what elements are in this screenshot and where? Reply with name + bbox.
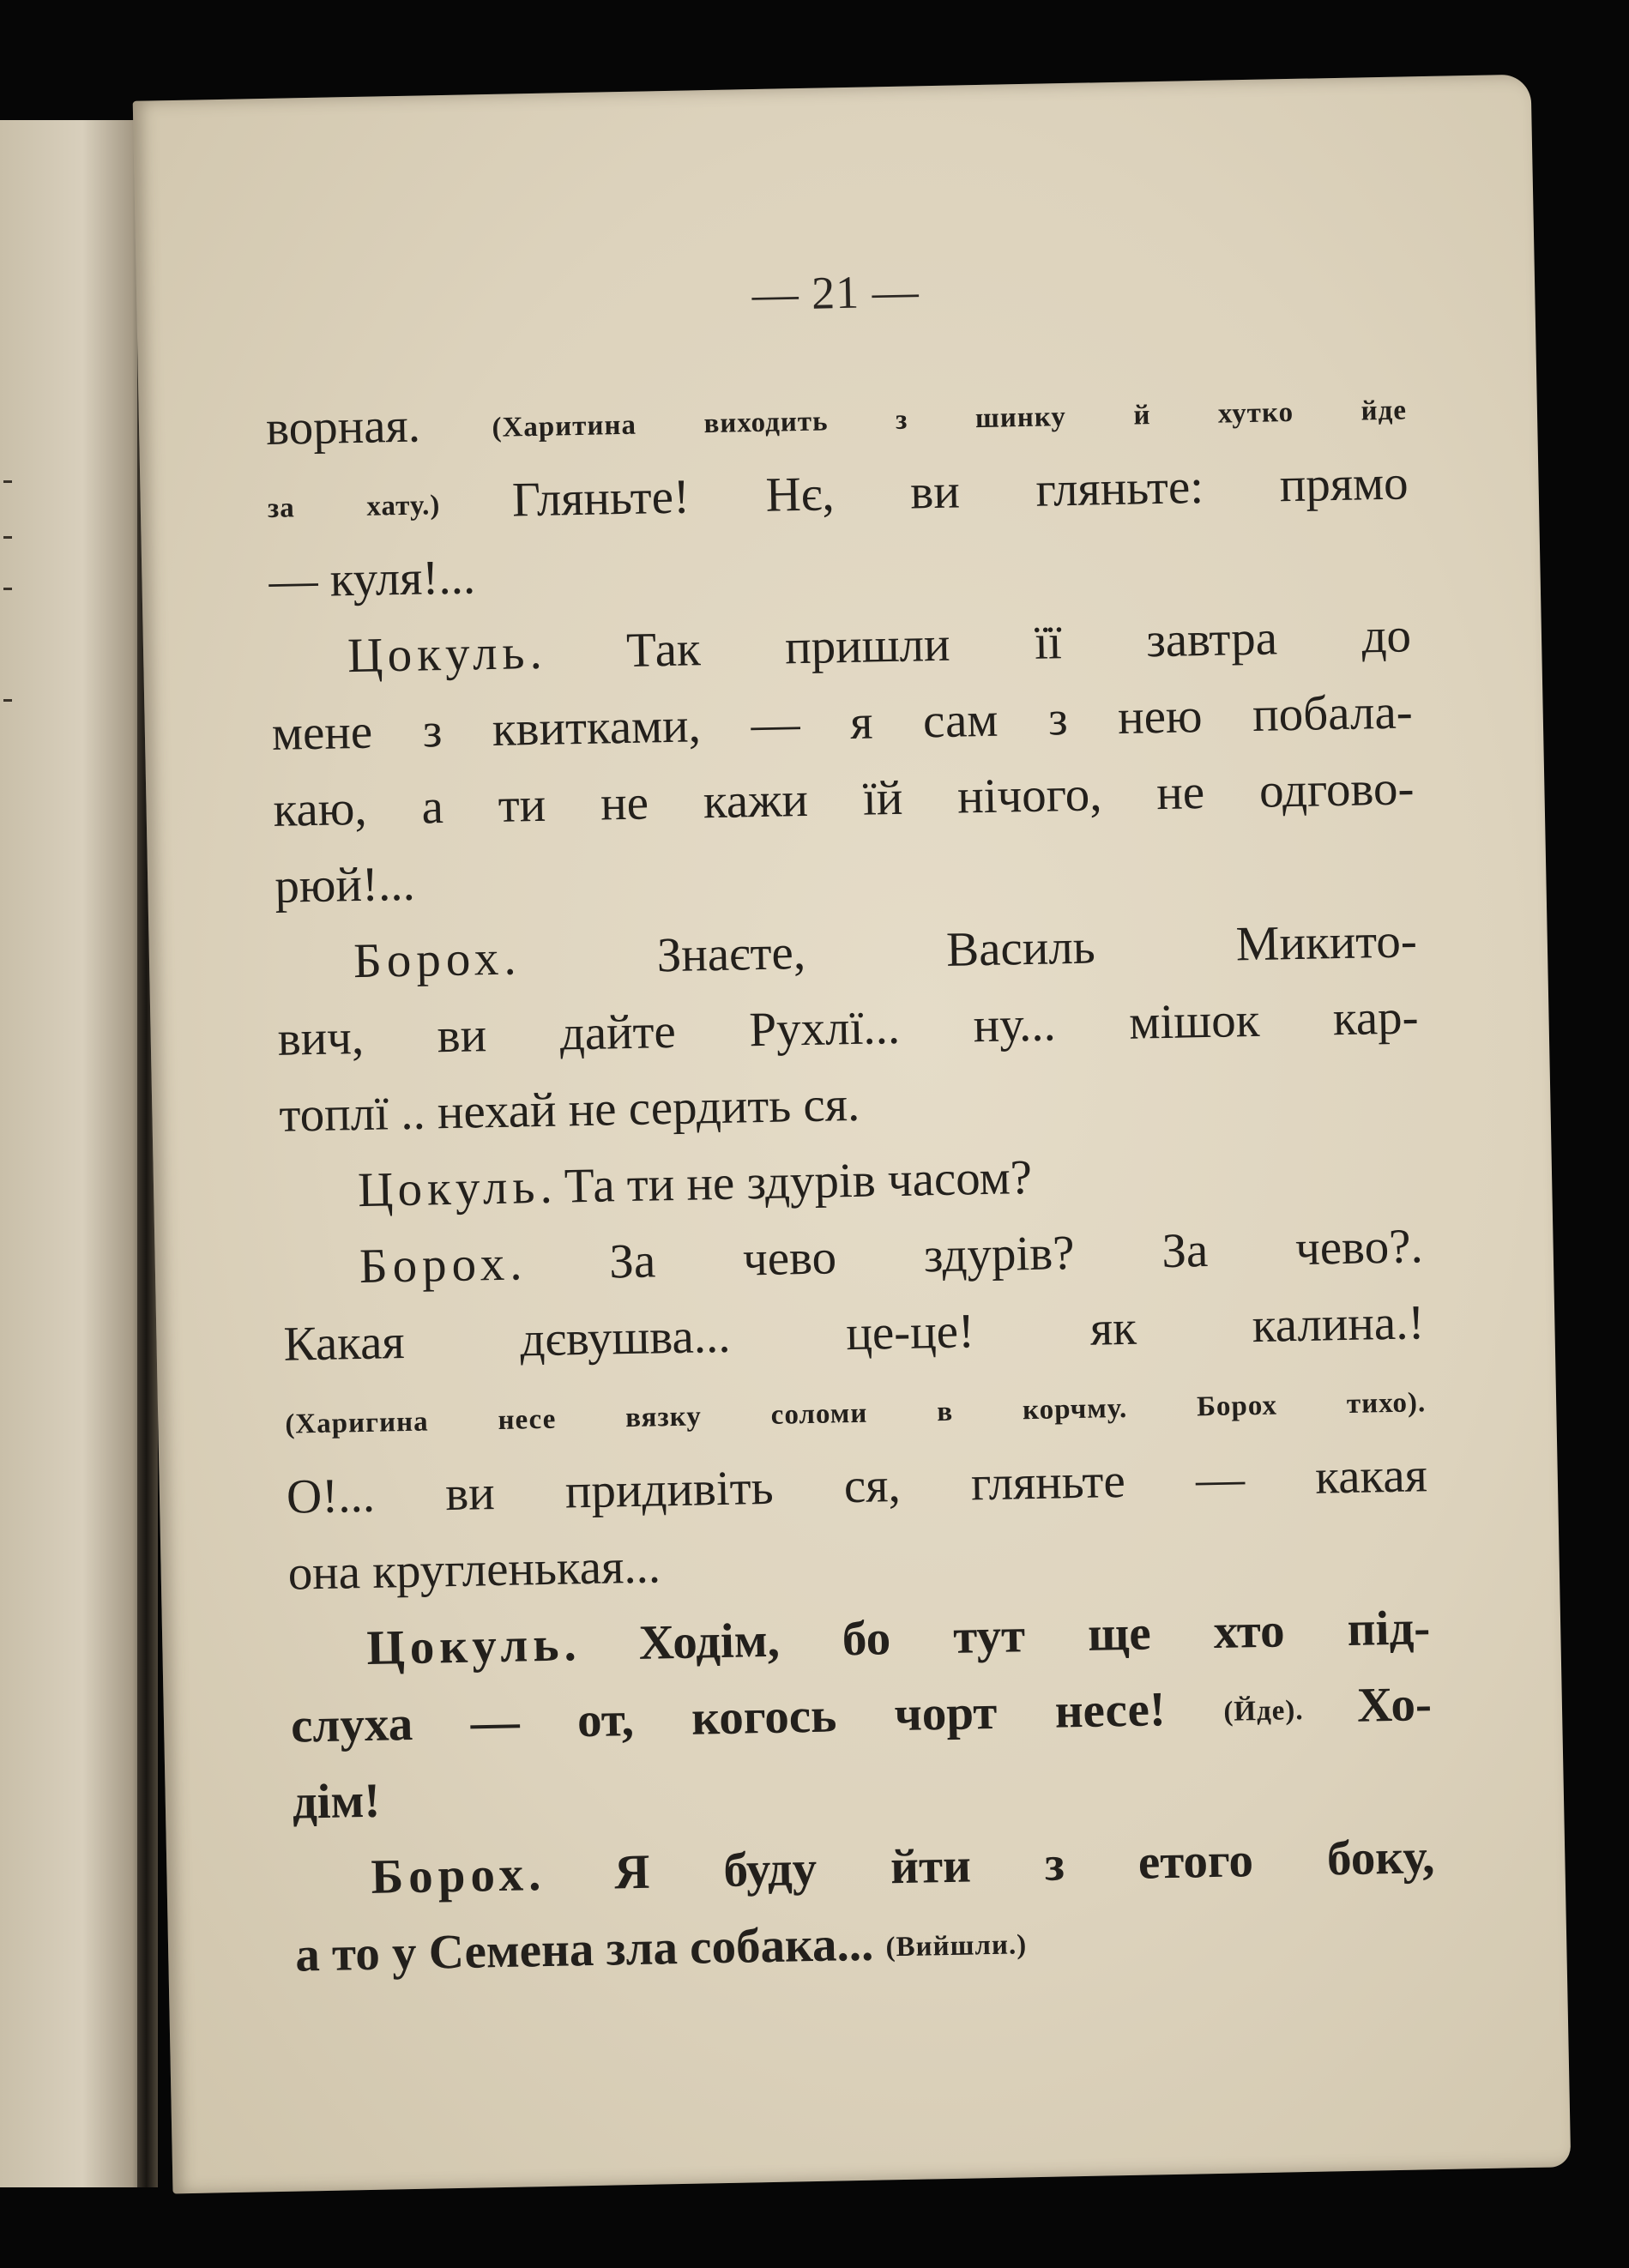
text-run: Хо- bbox=[1356, 1677, 1433, 1733]
text-run: О!... ви придивіть ся, гляньте — какая bbox=[286, 1448, 1428, 1524]
left-page-mark bbox=[3, 480, 12, 483]
speaker-name: Борох bbox=[353, 931, 504, 989]
text-run: вич, ви дайте Рухлї... ну... мішок кар- bbox=[277, 990, 1420, 1066]
text-run: . Так пришли її завтра до bbox=[528, 608, 1412, 680]
text-run: Гляньте! Нє, ви гляньте: прямо bbox=[511, 455, 1409, 528]
text-run: топлї .. нехай не сердить ся. bbox=[278, 1077, 860, 1143]
text-run: . Ходім, бо тут ще хто під- bbox=[563, 1601, 1431, 1672]
stage-direction: (Вийшли.) bbox=[885, 1929, 1028, 1963]
text-run: она кругленькая... bbox=[287, 1539, 661, 1601]
stage-direction: (Йде). bbox=[1223, 1693, 1358, 1728]
text-run: . Знаєте, Василь Микито- bbox=[503, 914, 1418, 986]
stage-direction: за хату.) bbox=[267, 488, 513, 524]
page-text bbox=[265, 368, 1437, 1993]
text-run: каю, а ти не кажи їй нічого, не одгово- bbox=[273, 761, 1415, 837]
text-run: . Я буду йти з етого боку, bbox=[528, 1830, 1435, 1902]
speaker-name: Цокуль bbox=[365, 1617, 565, 1675]
speaker-name: Цокуль bbox=[357, 1159, 540, 1218]
text-run: ворная. bbox=[265, 396, 493, 455]
text-run: а то у Семена зла собака... bbox=[294, 1916, 887, 1982]
speaker-name: Борох bbox=[370, 1847, 529, 1904]
left-page-mark bbox=[3, 699, 12, 702]
left-page-mark bbox=[3, 588, 12, 590]
speaker-name: Цокуль bbox=[347, 625, 530, 684]
speaker-name: Борох bbox=[359, 1236, 510, 1294]
text-run: слуха — от, когось чорт несе! bbox=[290, 1680, 1224, 1753]
text-run: — куля!... bbox=[268, 550, 476, 608]
stage-direction: (Харитина виходить з шинку й хутко йде bbox=[492, 395, 1408, 443]
text-run: . За чево здурів? За чево?. bbox=[509, 1219, 1424, 1291]
text-run: Какая дєвушва... це-це! як калина.! bbox=[282, 1295, 1425, 1372]
text-run: мене з квитками, — я сам з нею побала- bbox=[271, 685, 1414, 761]
text-run: дім! bbox=[292, 1773, 381, 1830]
text-run: рюй!... bbox=[274, 856, 416, 914]
left-page-mark bbox=[3, 536, 12, 539]
stage-direction: (Харигина несе вязку соломи в корчму. Борох тихо). bbox=[285, 1387, 1427, 1440]
right-page bbox=[133, 75, 1572, 2194]
page-number: — 21 — bbox=[751, 265, 920, 321]
text-run: . Та ти не здурів часом? bbox=[539, 1149, 1033, 1214]
left-page-marks bbox=[0, 120, 26, 2179]
